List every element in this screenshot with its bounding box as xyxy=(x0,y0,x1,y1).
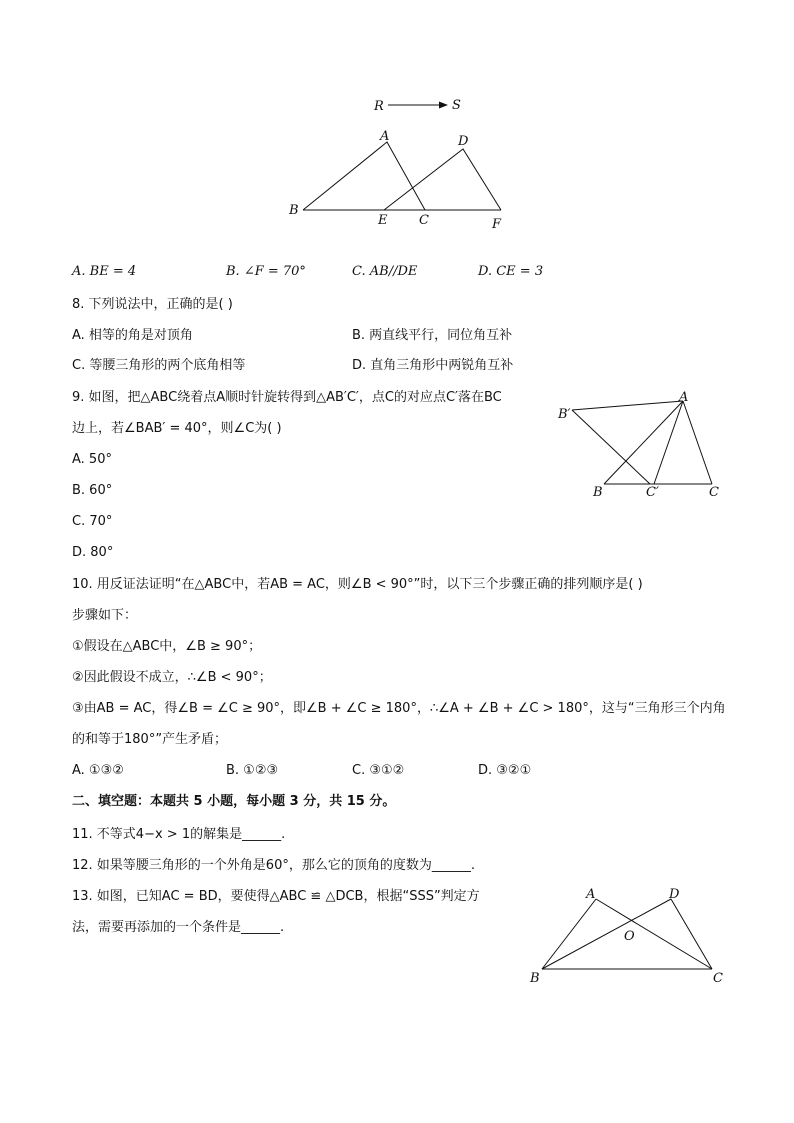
q10-intro: 步骤如下： xyxy=(72,608,138,623)
q11-stem: 11. 不等式4−x > 1的解集是______. xyxy=(72,827,286,842)
label-A: A xyxy=(586,887,596,902)
q9-option-a: A. 50° xyxy=(72,452,112,467)
q10-option-c: C. ③①② xyxy=(352,763,405,778)
figure-q7 xyxy=(280,92,520,232)
segment-a-b xyxy=(542,899,596,969)
segment-a-bprime xyxy=(572,401,683,410)
label-D: D xyxy=(669,887,680,902)
label-C: C xyxy=(419,213,429,228)
q7-option-d: D. CE = 3 xyxy=(478,264,544,279)
q10-step1: ①假设在△ABC中，∠B ≥ 90°； xyxy=(72,639,262,654)
q9-option-d: D. 80° xyxy=(72,545,114,560)
segment-a-c xyxy=(596,899,712,969)
q10-stem: 10. 用反证法证明“在△ABC中，若AB = AC，则∠B < 90°”时，以下三个步骤正确的排列顺序是( ) xyxy=(72,577,643,592)
q8-option-a: A. 相等的角是对顶角 xyxy=(72,328,193,343)
segment-a-c xyxy=(683,401,712,484)
q10-step3-line1: ③由AB = AC，得∠B = ∠C ≥ 90°，即∠B + ∠C ≥ 180°，∴∠A + ∠B + ∠C > 180°，这与“三角形三个内角 xyxy=(72,701,726,716)
label-C: C xyxy=(713,971,723,986)
label-B: B xyxy=(530,971,540,986)
q13-stem-line1: 13. 如图，已知AC = BD，要使得△ABC ≌ △DCB，根据“SSS”判定方 xyxy=(72,889,480,904)
q9-stem-line2: 边上，若∠BAB′ = 40°，则∠C为( ) xyxy=(72,421,282,436)
label-F: F xyxy=(492,217,502,232)
q9-option-c: C. 70° xyxy=(72,514,113,529)
q8-option-c: C. 等腰三角形的两个底角相等 xyxy=(72,358,246,373)
label-C: C xyxy=(709,485,719,500)
label-R: R xyxy=(374,99,384,114)
q13-stem-line2: 法，需要再添加的一个条件是______. xyxy=(72,920,285,935)
segment-a-b xyxy=(604,401,683,484)
label-B: B xyxy=(289,203,299,218)
q10-step3-line2: 的和等于180°”产生矛盾； xyxy=(72,732,228,747)
figure-q13 xyxy=(526,884,736,989)
arrow-head xyxy=(439,102,448,109)
q10-option-a: A. ①③② xyxy=(72,763,124,778)
label-Cprime: C′ xyxy=(646,485,659,500)
segment-d-b xyxy=(542,899,671,969)
q7-option-b: B. ∠F = 70° xyxy=(226,264,306,279)
q8-stem: 8. 下列说法中，正确的是( ) xyxy=(72,297,233,312)
q10-step2: ②因此假设不成立，∴∠B < 90°； xyxy=(72,670,272,685)
figure-q9 xyxy=(552,388,732,503)
label-S: S xyxy=(452,98,461,113)
q7-option-c: C. AB//DE xyxy=(352,264,418,279)
label-D: D xyxy=(458,134,469,149)
q10-option-d: D. ③②① xyxy=(478,763,532,778)
segment-d-c xyxy=(671,899,712,969)
section-heading-fill-in: 二、填空题：本题共 5 小题，每小题 3 分，共 15 分。 xyxy=(72,794,396,809)
q10-option-b: B. ①②③ xyxy=(226,763,279,778)
q12-stem: 12. 如果等腰三角形的一个外角是60°，那么它的顶角的度数为______. xyxy=(72,858,475,873)
segment-a-cprime xyxy=(654,401,683,484)
triangle-abc xyxy=(303,142,425,210)
label-Bprime: B′ xyxy=(558,407,571,422)
label-B: B xyxy=(593,485,603,500)
label-A: A xyxy=(679,390,689,405)
label-O: O xyxy=(624,929,635,944)
triangle-def xyxy=(384,149,501,210)
segment-bprime-cprime xyxy=(572,410,650,484)
label-A: A xyxy=(380,129,390,144)
q7-option-a: A. BE = 4 xyxy=(72,264,137,279)
q9-option-b: B. 60° xyxy=(72,483,113,498)
label-E: E xyxy=(378,213,388,228)
q8-option-b: B. 两直线平行，同位角互补 xyxy=(352,328,513,343)
q8-option-d: D. 直角三角形中两锐角互补 xyxy=(352,358,514,373)
q9-stem-line1: 9. 如图，把△ABC绕着点A顺时针旋转得到△AB′C′，点C的对应点C′落在BC xyxy=(72,390,502,405)
